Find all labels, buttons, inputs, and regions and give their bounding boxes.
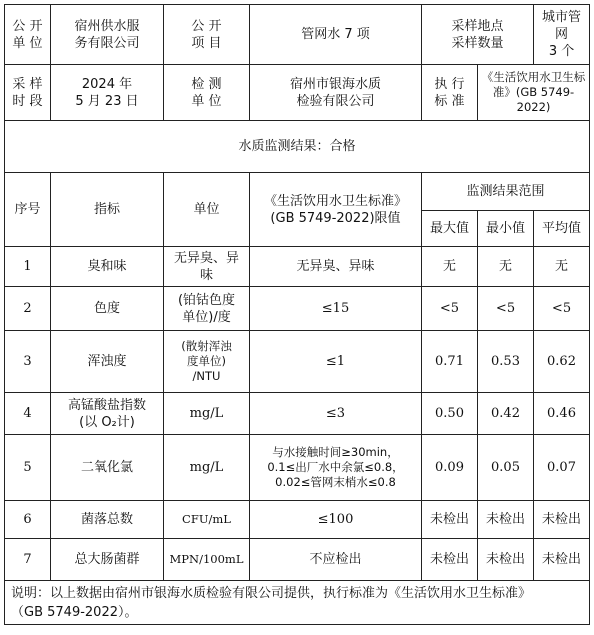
row-max: 0.50 bbox=[422, 393, 478, 435]
row-unit: MPN/100mL bbox=[164, 539, 250, 581]
row-min: 0.42 bbox=[478, 393, 534, 435]
table-row bbox=[5, 501, 590, 539]
col-range-header: 监测结果范围 bbox=[422, 173, 590, 211]
row-item: 臭和味 bbox=[51, 247, 164, 287]
lab-value: 宿州市银海水质 检验有限公司 bbox=[250, 65, 422, 121]
row-unit: CFU/mL bbox=[164, 501, 250, 539]
table-row bbox=[5, 247, 590, 287]
site-label: 采样地点 采样数量 bbox=[422, 5, 534, 65]
row-unit: mg/L bbox=[164, 393, 250, 435]
col-avg-header: 平均值 bbox=[534, 211, 590, 247]
row-avg: 未检出 bbox=[534, 539, 590, 581]
row-item: 浑浊度 bbox=[51, 331, 164, 393]
row-min: 0.53 bbox=[478, 331, 534, 393]
standard-label: 执 行 标 准 bbox=[422, 65, 478, 121]
column-header-row-1 bbox=[5, 173, 590, 211]
col-min-header: 最小值 bbox=[478, 211, 534, 247]
header-row-1 bbox=[5, 5, 590, 65]
row-min: 0.05 bbox=[478, 435, 534, 501]
table-row bbox=[5, 287, 590, 331]
row-max: 未检出 bbox=[422, 539, 478, 581]
row-max: 0.71 bbox=[422, 331, 478, 393]
row-min: 无 bbox=[478, 247, 534, 287]
table-row bbox=[5, 393, 590, 435]
project-value: 管网水 7 项 bbox=[250, 5, 422, 65]
row-limit: ≤15 bbox=[250, 287, 422, 331]
row-item: 高锰酸盐指数 (以 O₂计) bbox=[51, 393, 164, 435]
row-no: 1 bbox=[5, 247, 51, 287]
col-max-header: 最大值 bbox=[422, 211, 478, 247]
row-max: 未检出 bbox=[422, 501, 478, 539]
row-avg: <5 bbox=[534, 287, 590, 331]
row-no: 7 bbox=[5, 539, 51, 581]
lab-label: 检 测 单 位 bbox=[164, 65, 250, 121]
row-avg: 0.46 bbox=[534, 393, 590, 435]
table-row bbox=[5, 435, 590, 501]
standard-value: 《生活饮用水卫生标 准》(GB 5749-2022) bbox=[478, 65, 590, 121]
row-limit: ≤1 bbox=[250, 331, 422, 393]
row-avg: 未检出 bbox=[534, 501, 590, 539]
publisher-value: 宿州供水服 务有限公司 bbox=[51, 5, 164, 65]
note-row bbox=[5, 581, 590, 625]
period-label: 采 样 时 段 bbox=[5, 65, 51, 121]
row-avg: 无 bbox=[534, 247, 590, 287]
footnote: 说明：以上数据由宿州市银海水质检验有限公司提供，执行标准为《生活饮用水卫生标准》 （GB 5749-2022）。 bbox=[5, 581, 590, 625]
row-min: <5 bbox=[478, 287, 534, 331]
row-limit: 无异臭、异味 bbox=[250, 247, 422, 287]
row-unit: (散射浑浊 度单位) /NTU bbox=[164, 331, 250, 393]
row-unit: (铂钴色度 单位)/度 bbox=[164, 287, 250, 331]
row-limit: 与水接触时间≥30min， 0.1≤出厂水中余氯≤0.8， 0.02≤管网末梢水≤0.8 bbox=[250, 435, 422, 501]
table-row bbox=[5, 331, 590, 393]
row-item: 色度 bbox=[51, 287, 164, 331]
col-unit-header: 单位 bbox=[164, 173, 250, 247]
site-value: 城市管网 3 个 bbox=[534, 5, 590, 65]
col-limit-header: 《生活饮用水卫生标准》 (GB 5749-2022)限值 bbox=[250, 173, 422, 247]
result-row bbox=[5, 121, 590, 173]
header-row-2 bbox=[5, 65, 590, 121]
row-avg: 0.62 bbox=[534, 331, 590, 393]
row-no: 5 bbox=[5, 435, 51, 501]
row-avg: 0.07 bbox=[534, 435, 590, 501]
row-max: <5 bbox=[422, 287, 478, 331]
row-limit: ≤3 bbox=[250, 393, 422, 435]
col-item-header: 指标 bbox=[51, 173, 164, 247]
row-max: 无 bbox=[422, 247, 478, 287]
row-limit: 不应检出 bbox=[250, 539, 422, 581]
row-item: 二氧化氯 bbox=[51, 435, 164, 501]
row-unit: mg/L bbox=[164, 435, 250, 501]
row-min: 未检出 bbox=[478, 539, 534, 581]
row-item: 菌落总数 bbox=[51, 501, 164, 539]
publisher-label: 公 开 单 位 bbox=[5, 5, 51, 65]
row-limit: ≤100 bbox=[250, 501, 422, 539]
water-quality-table bbox=[4, 4, 590, 625]
row-no: 6 bbox=[5, 501, 51, 539]
result-line: 水质监测结果：合格 bbox=[5, 121, 590, 173]
project-label: 公 开 项 目 bbox=[164, 5, 250, 65]
row-no: 3 bbox=[5, 331, 51, 393]
col-no-header: 序号 bbox=[5, 173, 51, 247]
period-value: 2024 年 5 月 23 日 bbox=[51, 65, 164, 121]
row-unit: 无异臭、异 味 bbox=[164, 247, 250, 287]
row-item: 总大肠菌群 bbox=[51, 539, 164, 581]
row-min: 未检出 bbox=[478, 501, 534, 539]
table-row bbox=[5, 539, 590, 581]
row-no: 4 bbox=[5, 393, 51, 435]
row-no: 2 bbox=[5, 287, 51, 331]
row-max: 0.09 bbox=[422, 435, 478, 501]
